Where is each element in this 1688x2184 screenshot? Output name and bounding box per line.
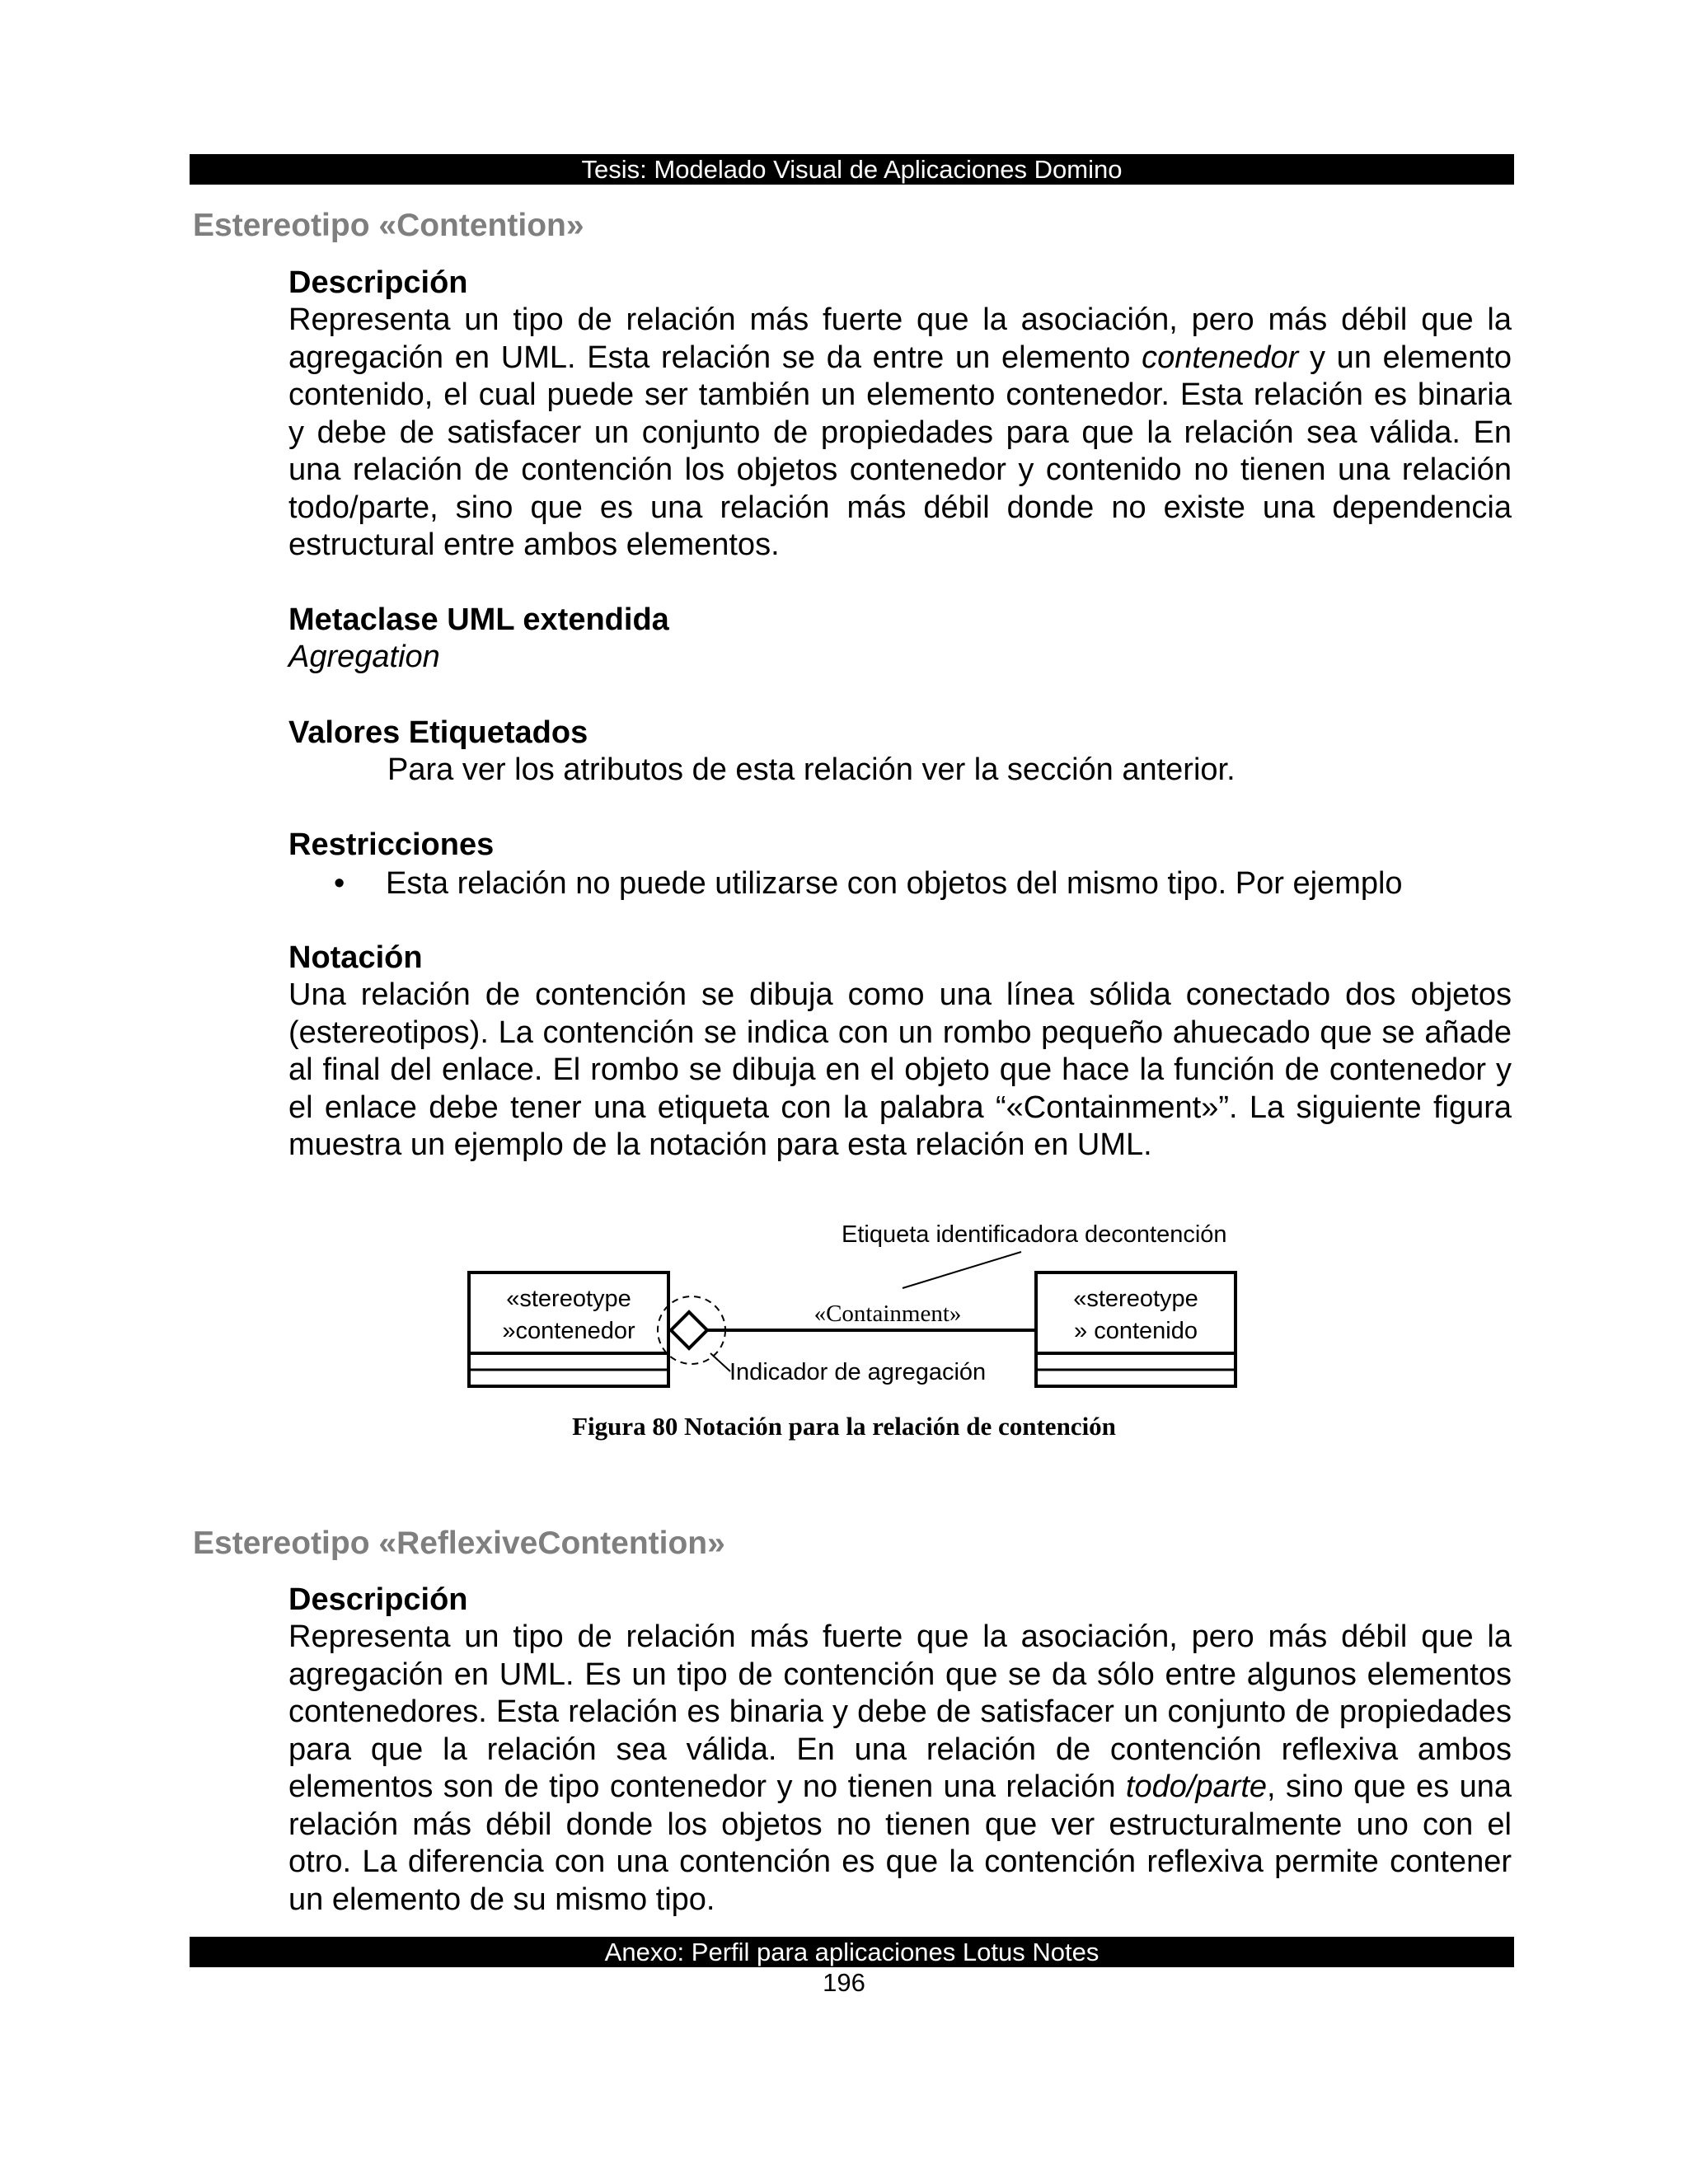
descripcion-emphasis: contenedor: [1142, 340, 1299, 375]
containment-figure: [462, 1218, 1253, 1416]
left-box-line1: «stereotype: [506, 1286, 631, 1312]
label-tag-text: Etiqueta identificadora decontención: [842, 1221, 1227, 1248]
page-number: 196: [823, 1968, 865, 1997]
restricciones-item: Esta relación no puede utilizarse con objetos del mismo tipo. Por ejemplo: [386, 866, 1403, 901]
left-box-line2: »contenedor: [502, 1318, 635, 1344]
descripcion-paragraph: [288, 302, 1512, 565]
metaclase-value: Agregation: [288, 640, 440, 674]
aggregation-diamond-icon: [671, 1312, 707, 1348]
descripcion2-paragraph: [288, 1619, 1512, 1919]
page-footer: [190, 1937, 1514, 1967]
footer-title: Anexo: Perfil para aplicaciones Lotus Notes: [604, 1938, 1100, 1966]
valores-text: Para ver los atributos de esta relación ver la sección anterior.: [387, 752, 1236, 787]
notacion-title: Notación: [288, 940, 423, 975]
descripcion-title: Descripción: [288, 265, 468, 300]
notacion-paragraph: Una relación de contención se dibuja como una línea sólida conectado dos objetos (estereotipos). La contención se indica con un rombo pequeño ahuecado que se añade al final del enlace. El rombo se dibuja en el objeto que hace la función de contenedor y el enlace debe tener una etiqueta con la palabra “«Containment»”. La siguiente figura muestra un ejemplo de la notación para esta relación en UML.: [288, 977, 1512, 1162]
restricciones-title: Restricciones: [288, 827, 495, 862]
descripcion2-text-1: Representa un tipo de relación más fuerte que la asociación, pero más débil que la agregación en UML. Es un tipo de contención que se da sólo entre algunos elementos contenedores. Esta relación es binaria y debe de satisfacer un conjunto de propiedades para que la relación sea válida. En una relación de contención reflexiva ambos elementos son de tipo contenedor y no tienen una relación: [288, 1619, 1512, 1804]
section-heading-contention: Estereotipo «Contention»: [193, 208, 584, 243]
label-tag-pointer: [903, 1252, 1021, 1288]
metaclase-title: Metaclase UML extendida: [288, 602, 669, 637]
descripcion-text-2: y un elemento contenido, el cual puede ser también un elemento contenedor. Esta relación es binaria y debe de satisfacer un conjunto de propiedades para que la relación sea válida. En una relación de contención los objetos contenedor y contenido no tienen una relación todo/parte, sino que es una relación más débil donde no existe una dependencia estructural entre ambos elementos.: [288, 340, 1512, 562]
descripcion2-emphasis: todo/parte: [1125, 1769, 1268, 1804]
link-label: «Containment»: [814, 1301, 962, 1327]
bullet-icon: •: [334, 866, 345, 901]
right-box-line2: » contenido: [1074, 1318, 1198, 1344]
descripcion2-title: Descripción: [288, 1582, 468, 1617]
left-class-box: [469, 1272, 668, 1386]
valores-title: Valores Etiquetados: [288, 715, 588, 750]
aggregation-pointer: [710, 1353, 730, 1371]
header-title: Tesis: Modelado Visual de Aplicaciones Domino: [581, 155, 1123, 184]
descripcion-text-1: Representa un tipo de relación más fuerte que la asociación, pero más débil que la agregación en UML. Esta relación se da entre un elemento: [288, 302, 1512, 375]
section-heading-reflexive: Estereotipo «ReflexiveContention»: [193, 1526, 725, 1561]
right-box-line1: «stereotype: [1073, 1286, 1198, 1312]
page-header: [190, 154, 1514, 185]
descripcion2-text-2: , sino que es una relación más débil donde los objetos no tienen que ver estructuralmente uno con el otro. La diferencia con una contención es que la contención reflexiva permite contener un elemento de su mismo tipo.: [288, 1769, 1512, 1917]
aggregation-label: Indicador de agregación: [729, 1359, 987, 1385]
figure-caption: Figura 80 Notación para la relación de contención: [572, 1412, 1116, 1441]
right-class-box: [1036, 1272, 1236, 1386]
